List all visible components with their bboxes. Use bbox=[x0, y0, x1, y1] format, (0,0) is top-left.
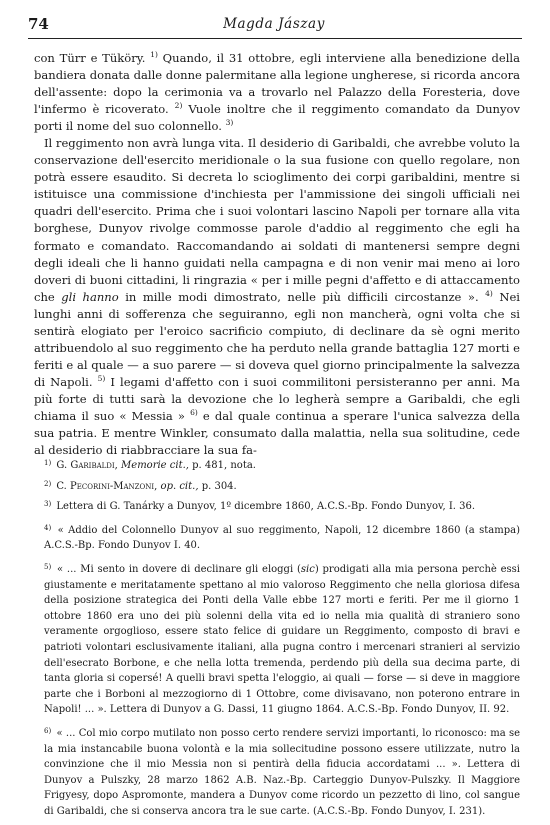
footnote-ref-5: 5) bbox=[97, 374, 106, 384]
main-text bbox=[34, 50, 520, 459]
footnote-ref-1: 1) bbox=[150, 50, 158, 60]
footnote-2: $^{2)}$ C. Pecorini-Manzoni, op. cit., p. 304. bbox=[44, 479, 237, 492]
footnote-ref-4: 4) bbox=[485, 288, 493, 298]
footnote-ref-6: 6) bbox=[190, 408, 198, 418]
footnote-ref-3: 3) bbox=[225, 118, 234, 128]
footnote-1: $^{1)}$ G. Garibaldi, Memorie cit., p. 481, nota. bbox=[44, 459, 256, 471]
header-rule bbox=[28, 38, 522, 39]
footnote-3: $^{3)}$ Lettera di G. Tanárky a Dunyov, 1º dicembre 1860, A.C.S.-Bp. Fondo Dunyov, I. 36. bbox=[44, 500, 476, 513]
paragraph-2: Il reggimento non avrà lunga vita. Il desiderio di Garibaldi, che avrebbe voluto la conservazione dell'esercito meridionale o la sua fusione con quello regolare, non potrà essere esaudito. Si decreta lo scioglimento dei corpi garibaldini, mentre si istituisce una commissione d'inchiesta per l'ammissione dei singoli ufficiali nei quadri dell'esercito. Prima che i suoi volontari lascino Napoli per tornare alla vita borghese, Dunyov rivolge commosse parole d'addio al reggimento che egli ha formato e comandato. Raccomandando ai soldati di mantenersi sempre degni degli ideali che li hanno guidati nella campagna e di non venir mai meno ai loro doveri di buoni cittadini, li ringrazia « per i mille pegni d'affetto e di attaccamento che gli hanno in mille modi dimostrato, nelle più difficili circostanze ». $^{4)}$ Nei lunghi anni di sofferenza che seguiranno, egli non mancherà, ogni volta che si sentirà elogiato per l'eroico sacrificio compiuto, di declinare da sè ogni merito attribuendolo al suo reggimento che ha perduto nella grande battaglia 127 morti e feriti e al quale — a suo parere — si doveva quel giorno principalmente la salvezza di Napoli. $^{5)}$ I legami d'affetto con i suoi commilitoni persisteranno per anni. Ma più forte di tutti sarà la devozione che lo legherà sempre a Garibaldi, che egli chiama il suo « Messia » $^{6)}$ e dal quale continua a sperare l'unica salvezza della sua patria. E mentre Winkler, consumato dalla malattia, nella sua solitudine, cede al desiderio di riabbracciare la sua fa- bbox=[34, 136, 521, 458]
footnote-4: $^{4)}$ « Addio del Colonnello Dunyov al suo reggimento, Napoli, 12 dicembre 1860 (a stampa) A.C.S.-Bp. Fondo Dunyov I. 40. bbox=[44, 523, 520, 552]
running-header bbox=[28, 15, 520, 35]
footnote-5: $^{5)}$ « ... Mi sento in dovere di declinare gli eloggi (sic) prodigati alla mia persona perchè essi giustamente e meritatamente spettano al mio valoroso Reggimento che nella gloriosa difesa della posizione strategica dei Ponti della Valle ebbe 127 morti e feriti. Per me il giorno 1 ottobre 1860 era uno dei più solenni della vita ed io nella mia qualità di straniero sono veramente orgoglioso, essere stato felice di guidare un Reggimento, composto di bravi e patrioti volontari esclusivamente italiani, alla pugna contro i mercenari stranieri al servizio dell'esecrato Borbone, e che nella lotta tremenda, perdendo più della sua decima parte, di tanta gloria si copersé! A quelli bravi spetta l'eloggio, ai quali — forse — si deve in maggiore parte che i Borboni al mezzogiorno di 1 Ottobre, come divisavano, non poterono entrare in Napoli! ... ». Lettera di Dunyov a G. Dassi, 11 giugno 1864. A.C.S.-Bp. Fondo Dunyov, II. 92. bbox=[44, 562, 520, 716]
page-number: 74 bbox=[28, 15, 49, 33]
footnotes bbox=[44, 456, 520, 822]
running-title: Magda Jászay bbox=[223, 16, 325, 32]
paragraph-1: con Türr e Tüköry. $^{1)}$ Quando, il 31 ottobre, egli interviene alla benedizione della bandiera donata dalle donne palermitane alla legione ungherese, si ricorda ancora dell'assente: dopo la cerimonia va a trovarlo nel Palazzo della Foresteria, dove l'infermo è ricoverato. $^{2)}$ Vuole inoltre che il reggimento comandato da Dunyov porti il nome del suo colonnello. $^{3)}$ bbox=[34, 50, 520, 134]
footnote-ref-2: 2) bbox=[174, 101, 183, 111]
footnote-6: $^{6)}$ « ... Col mio corpo mutilato non posso certo rendere servizi importanti, lo riconosco: ma se la mia instancabile buona volontà e la mia sollecitudine possono essere utilizzate, nutro la convinzione che il mio Messia non si pentirà della fiducia accordatami ... ». Lettera di Dunyov a Pulszky, 28 marzo 1862 A.B. Naz.-Bp. Carteggio Dunyov-Pulszky. Il Maggiore Frigyesy, dopo Aspromonte, mandera a Dunyov come ricordo un pezzetto di lino, col sangue di Garibaldi, che si conserva ancora tra le sue carte. (A.C.S.-Bp. Fondo Dunyov, I. 231). bbox=[44, 726, 520, 817]
